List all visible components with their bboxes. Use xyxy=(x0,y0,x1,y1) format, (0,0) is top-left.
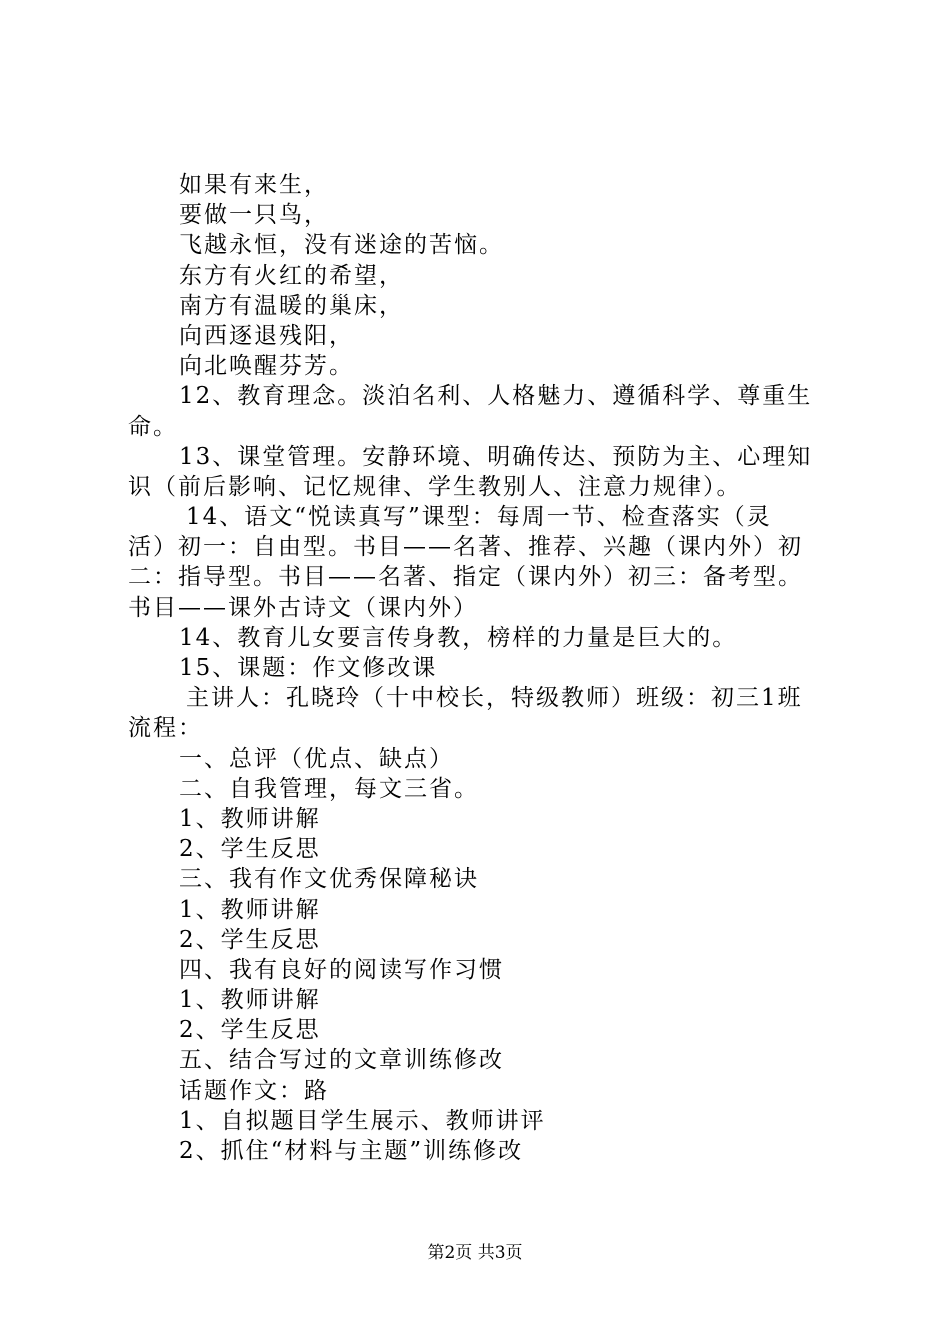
list-item: 一、总评（优点、缺点） xyxy=(179,745,454,772)
list-item: 2、学生反思 xyxy=(179,926,321,953)
list-item: 1、教师讲解 xyxy=(179,896,321,923)
paragraph-line: 13、课堂管理。安静环境、明确传达、预防为主、心理知 xyxy=(179,443,813,470)
poem-line: 向北唤醒芬芳。 xyxy=(179,353,354,380)
list-item: 2、学生反思 xyxy=(179,1017,321,1044)
paragraph-line: 主讲人：孔晓玲（十中校长，特级教师）班级：初三1班 xyxy=(186,685,803,712)
paragraph-line: 识（前后影响、记忆规律、学生教别人、注意力规律）。 xyxy=(128,473,742,500)
list-item: 五、结合写过的文章训练修改 xyxy=(179,1047,504,1074)
list-item: 二、自我管理，每文三省。 xyxy=(179,775,479,802)
list-item: 2、抓住“材料与主题”训练修改 xyxy=(179,1138,524,1164)
page-number-footer: 第2页 共3页 xyxy=(427,1243,523,1263)
paragraph-line: 15、课题：作文修改课 xyxy=(179,655,438,681)
paragraph-line: 命。 xyxy=(128,413,178,440)
paragraph-line: 活）初一：自由型。书目——名著、推荐、兴趣（课内外）初 xyxy=(128,534,803,561)
list-item: 三、我有作文优秀保障秘诀 xyxy=(179,866,479,893)
poem-line: 如果有来生， xyxy=(179,172,329,198)
poem-line: 向西逐退残阳， xyxy=(179,322,354,349)
paragraph-line: 14、教育儿女要言传身教，榜样的力量是巨大的。 xyxy=(179,624,738,651)
poem-line: 东方有火红的希望， xyxy=(179,262,404,289)
paragraph-line: 流程： xyxy=(128,715,203,742)
list-item: 四、我有良好的阅读写作习惯 xyxy=(179,956,504,983)
poem-line: 要做一只鸟， xyxy=(179,202,329,229)
list-item: 1、教师讲解 xyxy=(179,805,321,832)
document-body xyxy=(128,170,833,1166)
paragraph-line: 12、教育理念。淡泊名利、人格魅力、遵循科学、尊重生 xyxy=(179,383,813,410)
list-item: 2、学生反思 xyxy=(179,836,321,863)
poem-line: 飞越永恒，没有迷途的苦恼。 xyxy=(179,232,504,259)
paragraph-line: 书目——课外古诗文（课内外） xyxy=(128,594,478,621)
poem-line: 南方有温暖的巢床， xyxy=(179,292,404,319)
paragraph-line: 14、语文“悦读真写”课型：每周一节、检查落实（灵 xyxy=(186,504,772,531)
list-item: 1、教师讲解 xyxy=(179,987,321,1014)
list-item: 1、自拟题目学生展示、教师讲评 xyxy=(179,1107,546,1134)
paragraph-line: 二：指导型。书目——名著、指定（课内外）初三：备考型。 xyxy=(128,564,803,591)
list-item: 话题作文：路 xyxy=(179,1077,329,1104)
